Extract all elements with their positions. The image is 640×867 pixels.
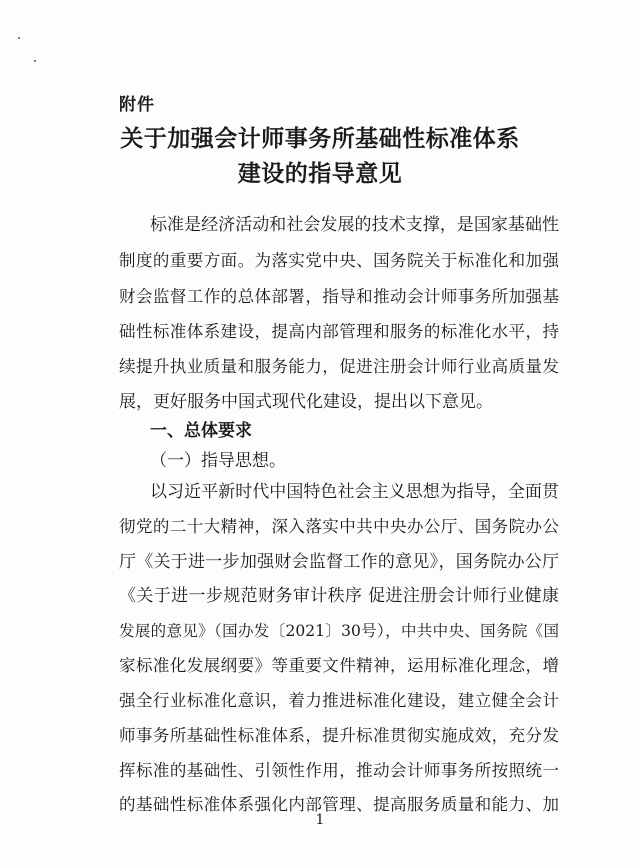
body-line: 厅《关于进一步加强财会监督工作的意见》，国务院办公厅: [119, 552, 559, 572]
body-line: 以习近平新时代中国特色社会主义思想为指导，全面贯: [150, 482, 559, 502]
body-line: 挥标准的基础性、引领性作用，推动会计师事务所按照统一: [119, 761, 559, 780]
body-line: 家标准化发展纲要》等重要文件精神，运用标准化理念，增: [119, 656, 559, 675]
body-line: 续提升执业质量和服务能力，促进注册会计师行业高质量发: [119, 357, 559, 376]
body-line: 展，更好服务中国式现代化建设，提出以下意见。: [119, 392, 493, 412]
document-title-line-1: 关于加强会计师事务所基础性标准体系: [120, 125, 520, 152]
body-line: 础性标准体系建设，提高内部管理和服务的标准化水平，持: [119, 322, 559, 341]
subsection-heading: （一）指导思想。: [150, 451, 286, 471]
body-line: 制度的重要方面。为落实党中央、国务院关于标准化和加强: [119, 251, 559, 270]
attachment-label: 附件: [119, 95, 155, 115]
document-title-line-2: 建设的指导意见: [237, 160, 403, 187]
page-number: 1: [315, 812, 325, 828]
body-line: 彻党的二十大精神，深入落实中共中央办公厅、国务院办公: [119, 517, 559, 536]
body-line: 师事务所基础性标准体系，提升标准贯彻实施成效，充分发: [119, 726, 559, 745]
body-line: 强全行业标准化意识，着力推进标准化建设，建立健全会计: [119, 691, 559, 710]
scan-speck: [18, 37, 20, 39]
body-line: 标准是经济活动和社会发展的技术支撑，是国家基础性: [150, 215, 559, 235]
body-line: 的基础性标准体系强化内部管理、提高服务质量和能力、加: [119, 795, 559, 814]
body-line: 发展的意见》（国办发〔2021〕30号），中共中央、国务院《国: [119, 622, 559, 640]
body-line: 《关于进一步规范财务审计秩序 促进注册会计师行业健康: [119, 586, 559, 606]
scan-speck: [34, 60, 36, 62]
body-line: 财会监督工作的总体部署，指导和推动会计师事务所加强基: [119, 287, 559, 306]
section-heading: 一、总体要求: [150, 421, 252, 441]
